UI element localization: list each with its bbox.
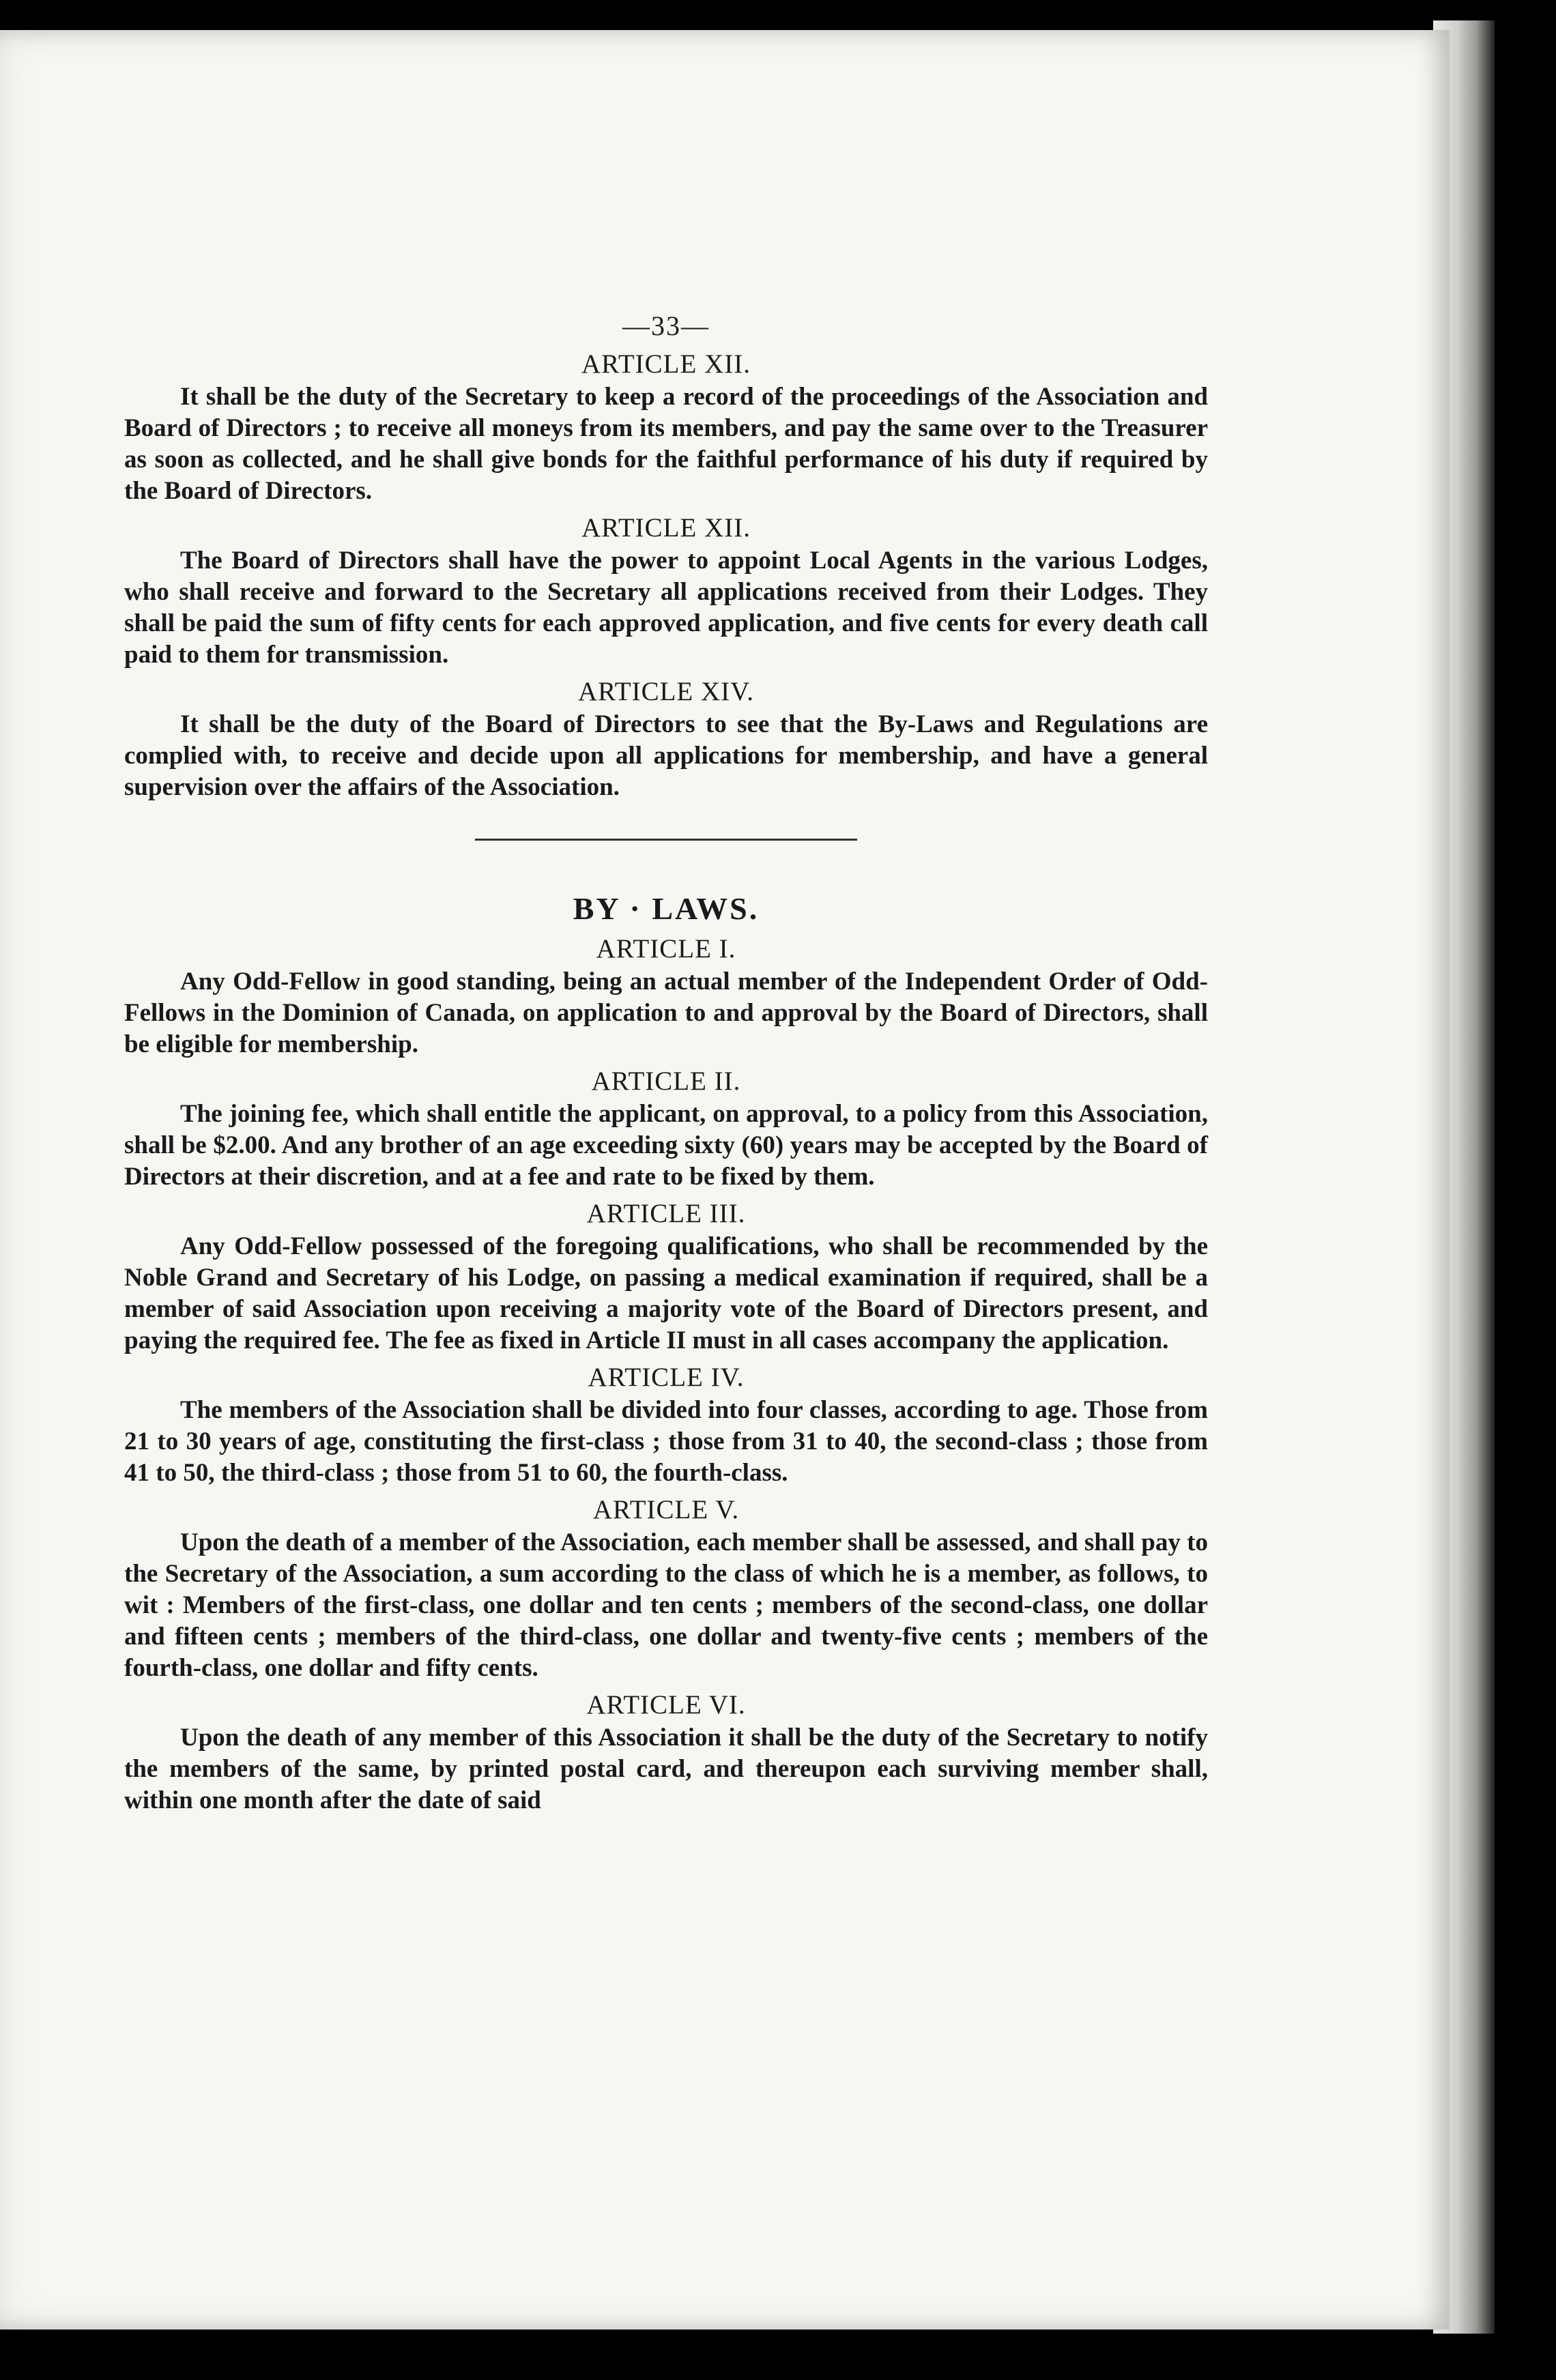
bylaw-heading: ARTICLE II. (591, 1066, 741, 1096)
bylaw-text: The joining fee, which shall entitle the applicant, on approval, to a policy from this Association, shall be $2.00. And any brother of an age exceeding sixty (60) years may be accepted by the Board of Directors at their discretion, and at a fee and rate to be fixed by them. (124, 1100, 1208, 1191)
bylaw-heading: ARTICLE III. (586, 1199, 746, 1228)
bylaw-heading: ARTICLE IV. (588, 1363, 745, 1392)
bylaw-text: Any Odd-Fellow possessed of the foregoing qualifications, who shall be recommended by the Noble Grand and Secretary of his Lodge, on passing a medical examination if required, shall be a member of said Association upon receiving a majority vote of the Board of Directors present, and paying the required fee. The fee as fixed in Article II must in all cases accompany the application. (124, 1232, 1208, 1354)
bylaw-text: Upon the death of a member of the Association, each member shall be assessed, and shall pay to the Secretary of the Association, a sum according to the class of which he is a member, as follows, to wit : Members of the first-class, one dollar and ten cents ; members of the second-class, one dollar and fifteen cents ; members of the third-class, one dollar and twenty-five cents ; members of the fourth-class, one dollar and fifty cents. (124, 1528, 1208, 1682)
article-heading: ARTICLE XII. (581, 513, 751, 542)
bylaw-heading: ARTICLE V. (592, 1495, 740, 1524)
section-divider (475, 839, 857, 841)
bylaws-title: BY · LAWS. (573, 891, 760, 926)
bylaw-heading: ARTICLE VI. (586, 1690, 746, 1719)
article-heading: ARTICLE XII. (581, 349, 751, 379)
bylaw-text: The members of the Association shall be divided into four classes, according to age. Those from 21 to 30 years of age, constituting the first-class ; those from 31 to 40, the second-class ; those from 41 to 50, the third-class ; those from 51 to 60, the fourth-class. (124, 1396, 1208, 1487)
article-heading: ARTICLE XIV. (577, 677, 755, 706)
page-content (124, 310, 1208, 1820)
article-text: It shall be the duty of the Board of Directors to see that the By-Laws and Regulations are complied with, to receive and decide upon all applications for membership, and have a general supervision over the affairs of the Association. (124, 710, 1208, 801)
article-text: The Board of Directors shall have the power to appoint Local Agents in the various Lodges, who shall receive and forward to the Secretary all applications received from their Lodges. They shall be paid the sum of fifty cents for each approved application, and five cents for every death call paid to them for transmission. (124, 547, 1208, 669)
bylaw-heading: ARTICLE I. (596, 934, 736, 963)
document-page (0, 30, 1450, 2330)
page-number: —33— (622, 310, 710, 341)
bylaw-text: Any Odd-Fellow in good standing, being an actual member of the Independent Order of Odd-Fellows in the Dominion of Canada, on application to and approval by the Board of Directors, shall be eligible for membership. (124, 968, 1208, 1058)
article-text: It shall be the duty of the Secretary to keep a record of the proceedings of the Association and Board of Directors ; to receive all moneys from its members, and pay the same over to the Treasurer as soon as collected, and he shall give bonds for the faithful performance of his duty if required by the Board of Directors. (124, 383, 1208, 505)
bylaw-text: Upon the death of any member of this Association it shall be the duty of the Secretary to notify the members of the same, by printed postal card, and thereupon each surviving member shall, within one month after the date of said (124, 1724, 1208, 1814)
